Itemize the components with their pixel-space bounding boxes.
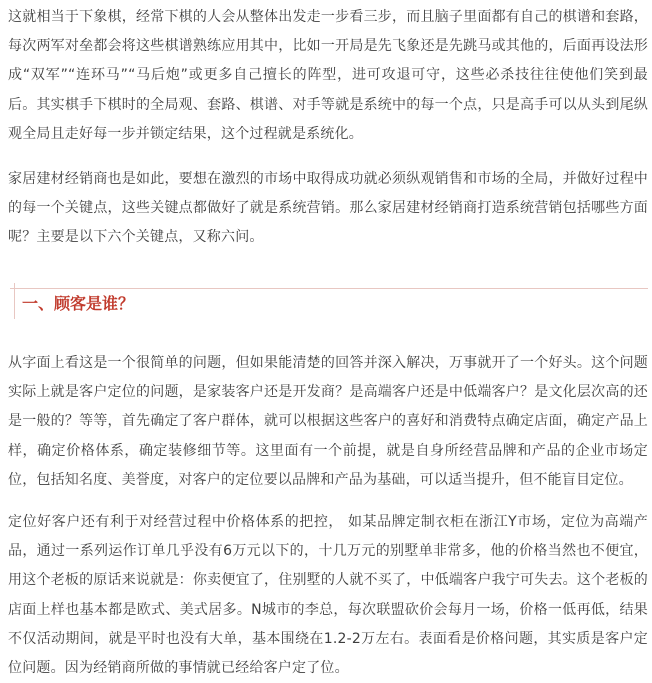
paragraph-system-marketing: 家居建材经销商也是如此，要想在激烈的市场中取得成功就必须纵观销售和市场的全局，并做好过程中的每一个关键点，这些关键点都做好了就是系统营销。那么家居建材经销商打造系统营销包括哪些方面呢？主要是以下六个关键点，又称六问。 (8, 171, 648, 246)
heading-divider-line (10, 288, 648, 289)
heading-accent-bar (14, 283, 15, 319)
paragraph-chess-analogy: 这就相当于下象棋，经常下棋的人会从整体出发走一步看三步，而且脑子里面都有自己的棋谱和套路，每次两军对垒都会将这些棋谱熟练应用其中，比如一开局是先飞象还是先跳马或其他的，后面再设法形成“双军”“连环马”“马后炮”或更多自己擅长的阵型，进可攻退可守，这些必杀技往往使他们笑到最后。其实棋手下棋时的全局观、套路、棋谱、对手等就是系统中的每一个点，只是高手可以从头到尾纵观全局且走好每一步并锁定结果，这个过程就是系统化。 (8, 9, 648, 142)
paragraph-price-system: 定位好客户还有利于对经营过程中价格体系的把控， 如某品牌定制衣柜在浙江Y市场，定位为高端产品，通过一系列运作订单几乎没有6万元以下的，十几万元的别墅单非常多，他的价格当然也不便宜，用这个老板的原话来说就是：你卖便宜了，住别墅的人就不买了，中低端客户我宁可失去。这个老板的店面上样也基本都是欧式、美式居多。N城市的李总，每次联盟砍价会每月一场，价格一低再低，结果不仅活动期间，就是平时也没有大单，基本围绕在1.2-2万左右。表面看是价格问题，其实质是客户定位问题。因为经销商所做的事情就已经给客户定了位。 (8, 514, 648, 677)
paragraph-customer-positioning: 从字面上看这是一个很简单的问题，但如果能清楚的回答并深入解决，万事就开了一个好头。这个问题实际上就是客户定位的问题，是家装客户还是开发商？是高端客户还是中低端客户？是文化层次高的还是一般的？等等，首先确定了客户群体，就可以根据这些客户的喜好和消费特点确定店面，确定产品上样，确定价格体系，确定装修细节等。这里面有一个前提，就是自身所经营品牌和产品的企业市场定位，包括知名度、美誉度，对客户的定位要以品牌和产品为基础，可以适当提升，但不能盲目定位。 (8, 355, 648, 488)
section-heading (0, 278, 652, 320)
section-title: 一、顾客是谁？ (22, 294, 135, 313)
